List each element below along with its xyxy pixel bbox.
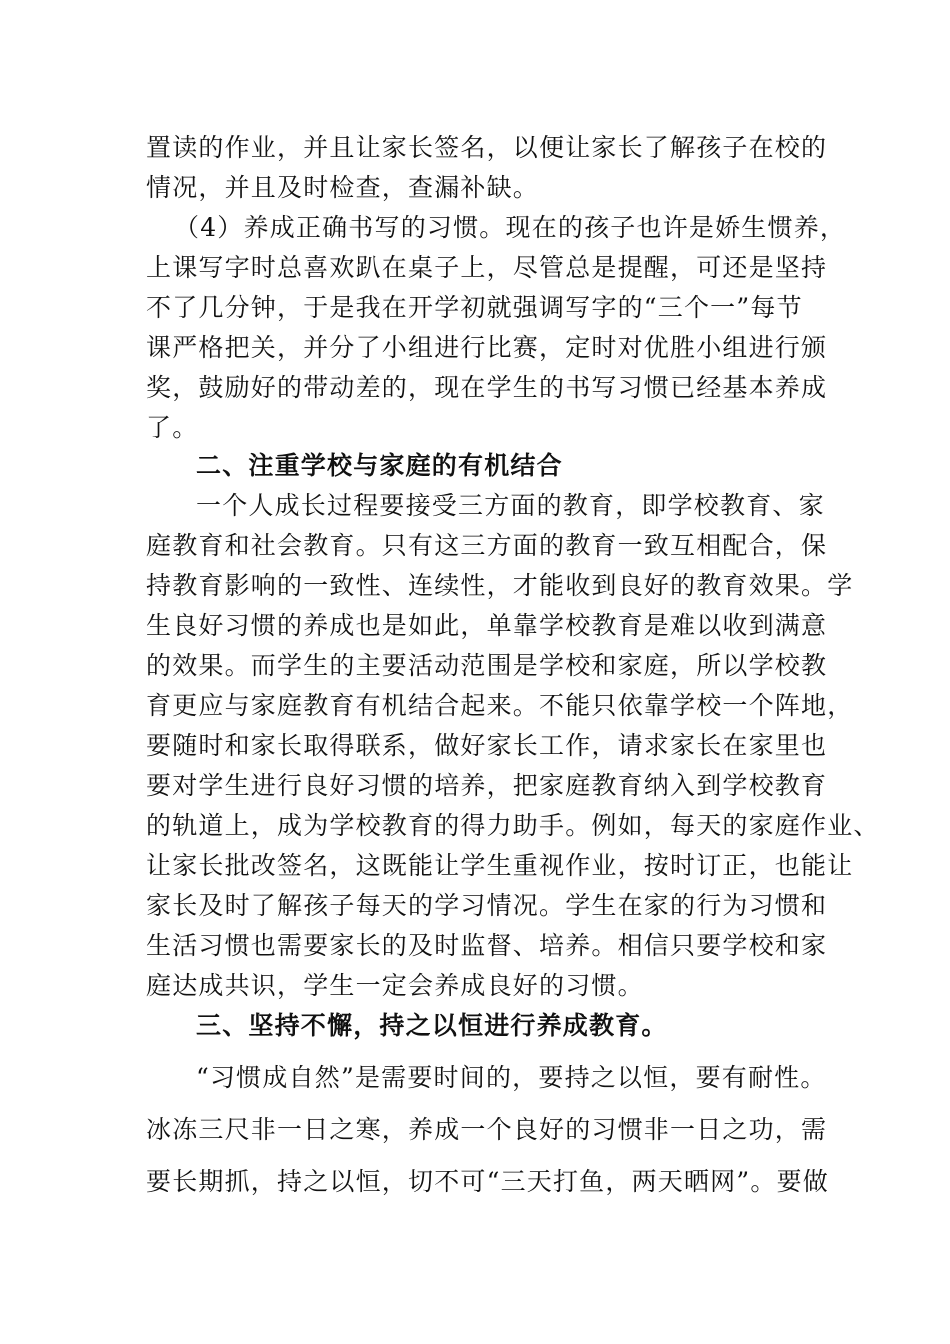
paragraph-line: 上课写字时总喜欢趴在桌子上，尽管总是提醒，可还是坚持 <box>146 253 828 282</box>
paragraph-line: 家长及时了解孩子每天的学习情况。学生在家的行为习惯和 <box>146 891 828 920</box>
paragraph-line: 庭达成共识，学生一定会养成良好的习惯。 <box>146 971 644 1000</box>
paragraph-line: 冰冻三尺非一日之寒，养成一个良好的习惯非一日之功，需 <box>146 1115 828 1144</box>
paragraph-line: “习惯成自然”是需要时间的，要持之以恒，要有耐性。 <box>196 1063 827 1092</box>
paragraph-line: 一个人成长过程要接受三方面的教育，即学校教育、家 <box>196 491 825 520</box>
paragraph-line: 生良好习惯的养成也是如此，单靠学校教育是难以收到满意 <box>146 611 828 640</box>
paragraph-line: （4）养成正确书写的习惯。现在的孩子也许是娇生惯养， <box>174 213 847 242</box>
paragraph-line: 的轨道上，成为学校教育的得力助手。例如，每天的家庭作业、 <box>146 811 880 840</box>
paragraph-line: 情况，并且及时检查，查漏补缺。 <box>146 173 540 202</box>
paragraph-line: 奖，鼓励好的带动差的，现在学生的书写习惯已经基本养成 <box>146 373 828 402</box>
paragraph-line: 了。 <box>146 413 199 442</box>
paragraph-line: 置读的作业，并且让家长签名，以便让家长了解孩子在校的 <box>146 133 828 162</box>
paragraph-line: 育更应与家庭教育有机结合起来。不能只依靠学校一个阵地， <box>146 691 854 720</box>
section-heading: 二、注重学校与家庭的有机结合 <box>196 451 563 480</box>
paragraph-line: 不了几分钟，于是我在开学初就强调写字的“三个一”每节 <box>146 293 803 322</box>
paragraph-line: 让家长批改签名，这既能让学生重视作业，按时订正，也能让 <box>146 851 854 880</box>
paragraph-line: 庭教育和社会教育。只有这三方面的教育一致互相配合，保 <box>146 531 828 560</box>
paragraph-line: 课严格把关，并分了小组进行比赛，定时对优胜小组进行颁 <box>146 333 828 362</box>
paragraph-line: 要随时和家长取得联系，做好家长工作，请求家长在家里也 <box>146 731 828 760</box>
paragraph-line: 要长期抓，持之以恒，切不可“三天打鱼，两天晒网”。要做 <box>146 1167 829 1196</box>
paragraph-line: 要对学生进行良好习惯的培养，把家庭教育纳入到学校教育 <box>146 771 828 800</box>
section-heading: 三、坚持不懈，持之以恒进行养成教育。 <box>196 1011 668 1040</box>
paragraph-line: 生活习惯也需要家长的及时监督、培养。相信只要学校和家 <box>146 931 828 960</box>
paragraph-line: 持教育影响的一致性、连续性，才能收到良好的教育效果。学 <box>146 571 854 600</box>
paragraph-line: 的效果。而学生的主要活动范围是学校和家庭，所以学校教 <box>146 651 828 680</box>
